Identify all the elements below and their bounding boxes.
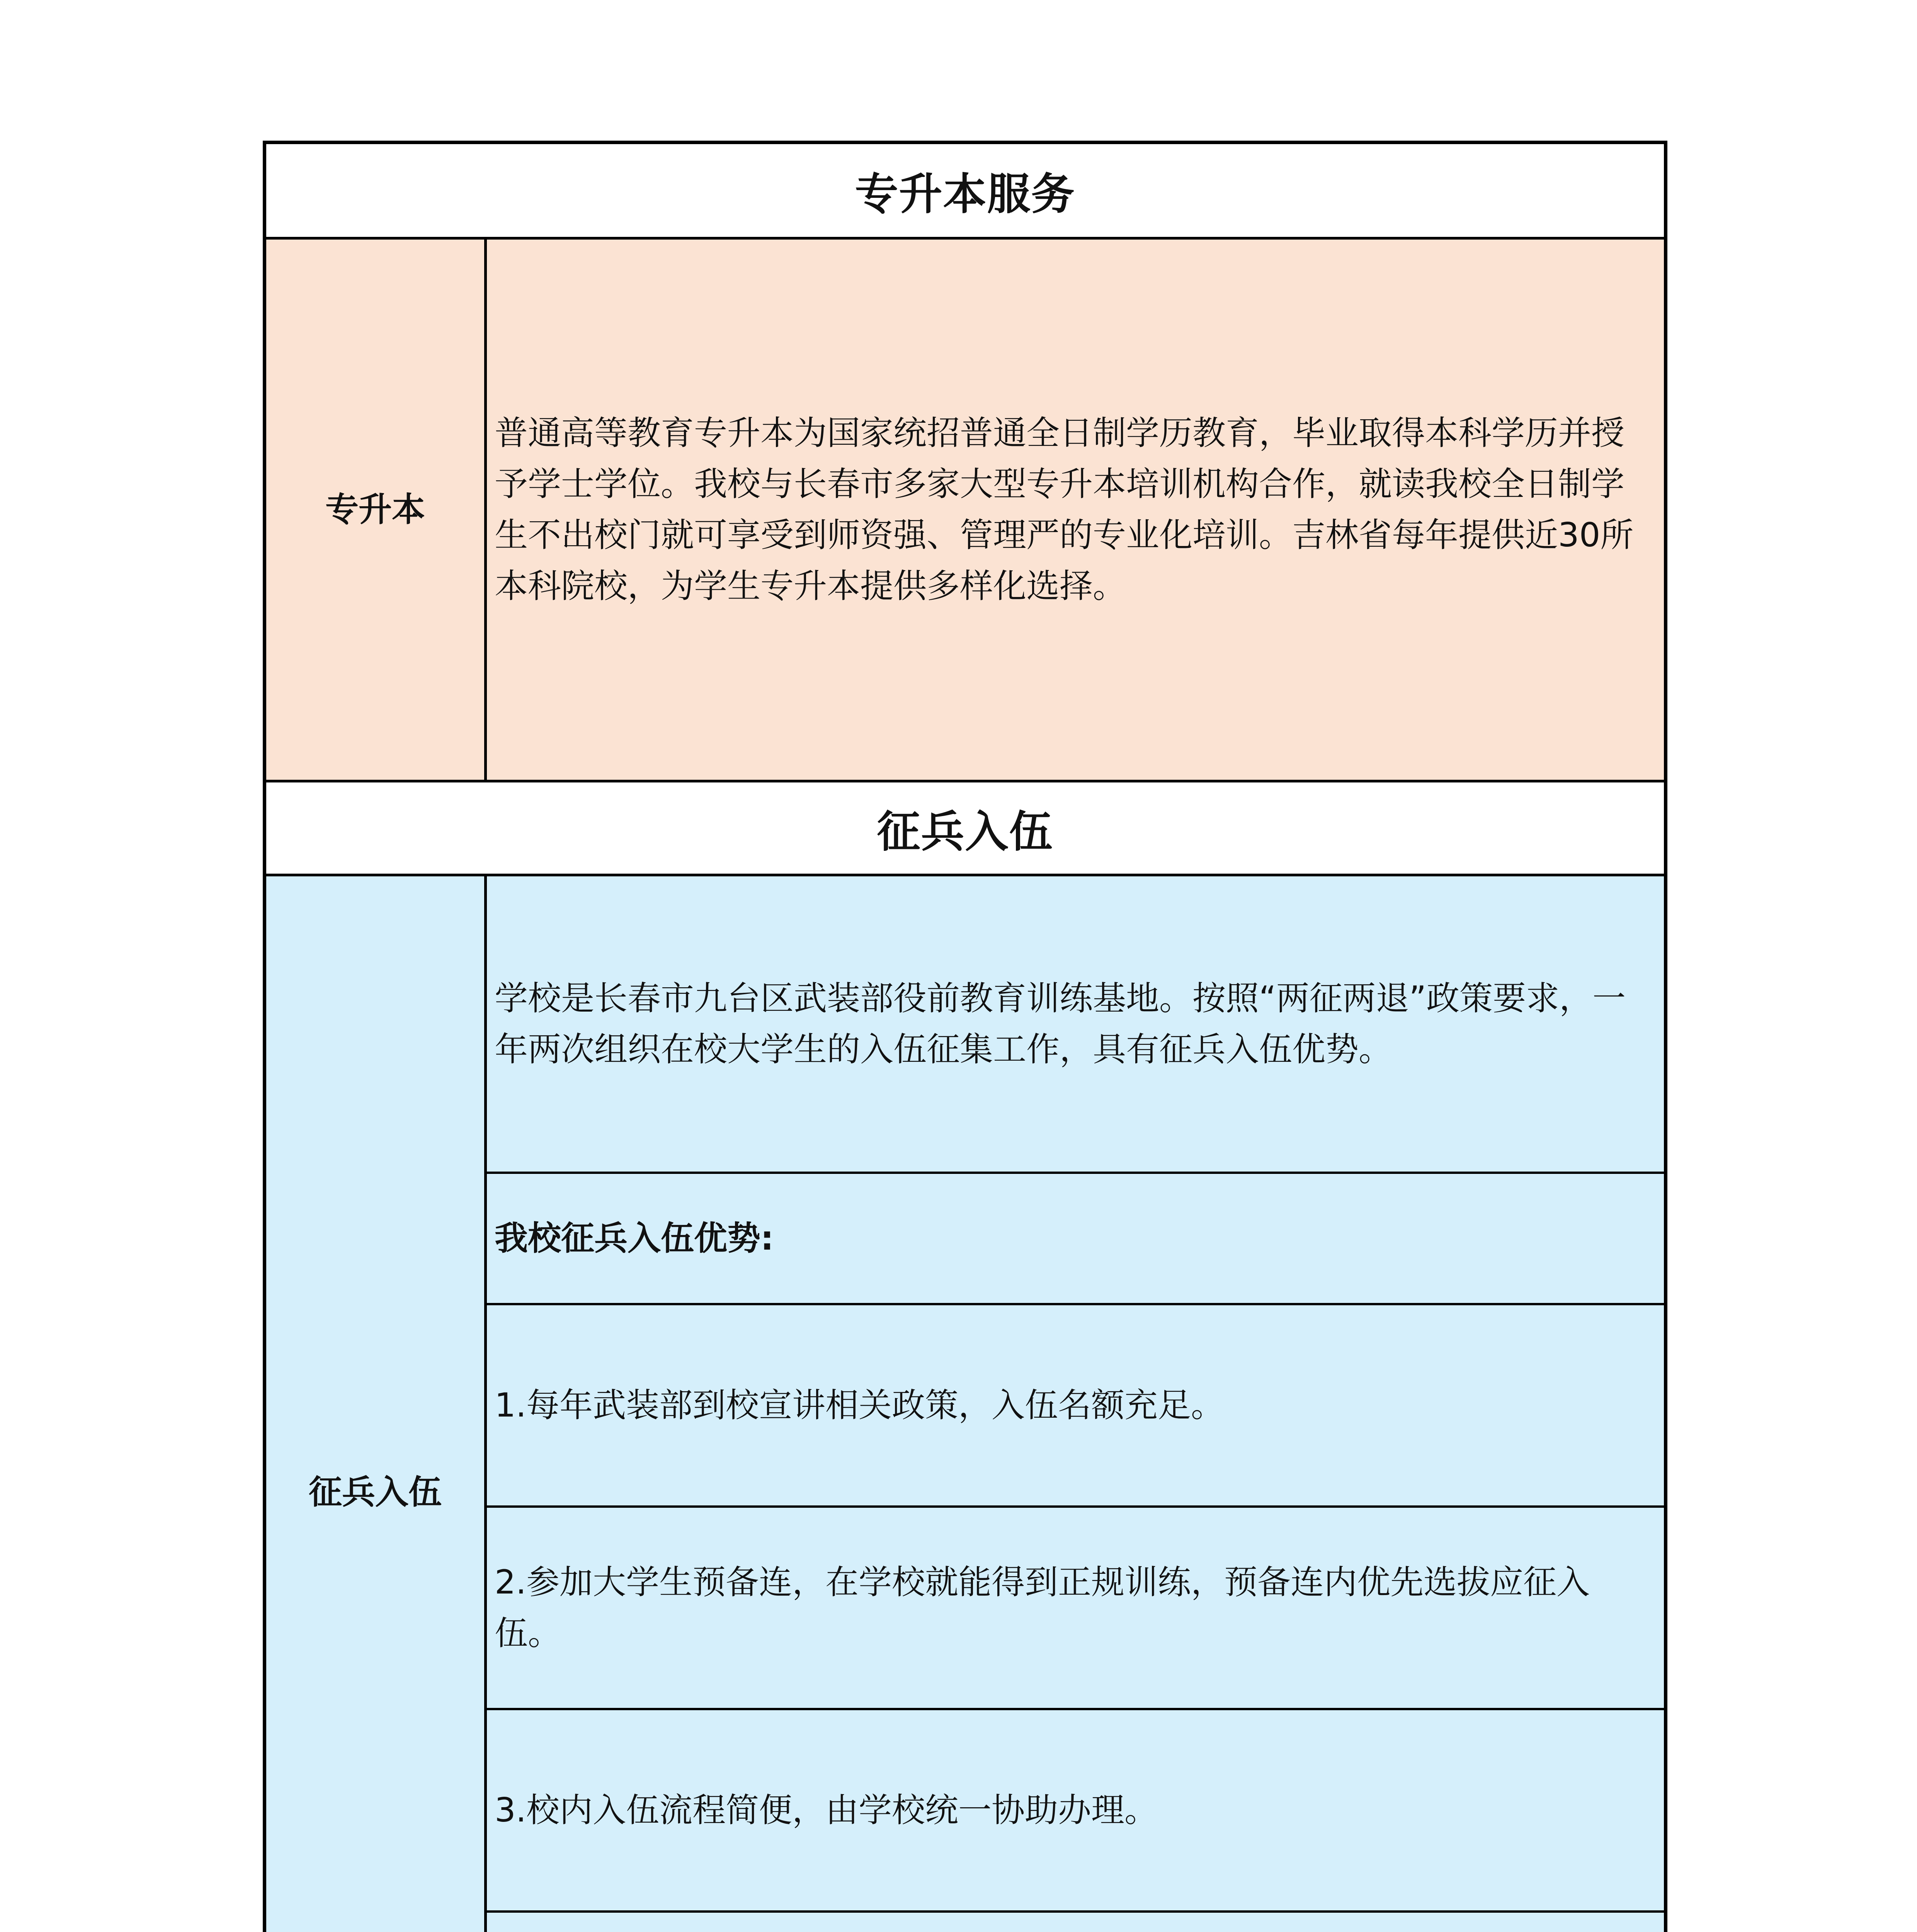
- row-content: [487, 240, 1664, 780]
- enlist-advantage-text: 3.校内入伍流程简便，由学校统一协助办理。: [495, 1791, 1158, 1830]
- enlist-intro-text: 学校是长春市九台区武装部役前教育训练基地。按照“两征两退”政策要求，一年两次组织在校大学生的入伍征集工作，具有征兵入伍优势。: [495, 979, 1626, 1069]
- divider: [266, 874, 1664, 876]
- enlist-advantage-3: [487, 1710, 1664, 1910]
- section-title-enlist: [266, 782, 1664, 874]
- enlist-advantage-text: 1.每年武装部到校宣讲相关政策，入伍名额充足。: [495, 1386, 1225, 1425]
- section-title-text: 专升本服务: [855, 169, 1075, 219]
- enlist-advantage-2: [487, 1508, 1664, 1708]
- info-table: [263, 141, 1667, 1932]
- section-title-upgrade: [266, 144, 1664, 237]
- enlist-advantage-1: [487, 1305, 1664, 1505]
- enlist-intro: [487, 876, 1664, 1172]
- divider: [266, 780, 1664, 782]
- row-label-text: 专升本: [325, 490, 425, 529]
- divider: [266, 237, 1664, 240]
- enlist-rows: [487, 876, 1664, 1932]
- enlist-advantage-text: 2.参加大学生预备连，在学校就能得到正规训练，预备连内优先选拔应征入伍。: [495, 1563, 1590, 1653]
- row-content-text: 普通高等教育专升本为国家统招普通全日制学历教育，毕业取得本科学历并授予学士学位。我校与长春市多家大型专升本培训机构合作，就读我校全日制学生不出校门就可享受到师资强、管理严的专业化培训。吉林省每年提供近30所本科院校，为学生专升本提供多样化选择。: [495, 414, 1634, 605]
- section-body-upgrade: [266, 240, 1664, 780]
- row-label: [266, 240, 487, 780]
- enlist-advantages-heading: [487, 1174, 1664, 1303]
- enlist-advantages-heading-text: 我校征兵入伍优势:: [495, 1219, 774, 1258]
- section-title-text: 征兵入伍: [877, 806, 1053, 857]
- row-label: [266, 876, 487, 1932]
- section-body-enlist: [266, 876, 1664, 1932]
- enlist-advantage-4: [487, 1913, 1664, 1932]
- row-label-text: 征兵入伍: [309, 1473, 442, 1512]
